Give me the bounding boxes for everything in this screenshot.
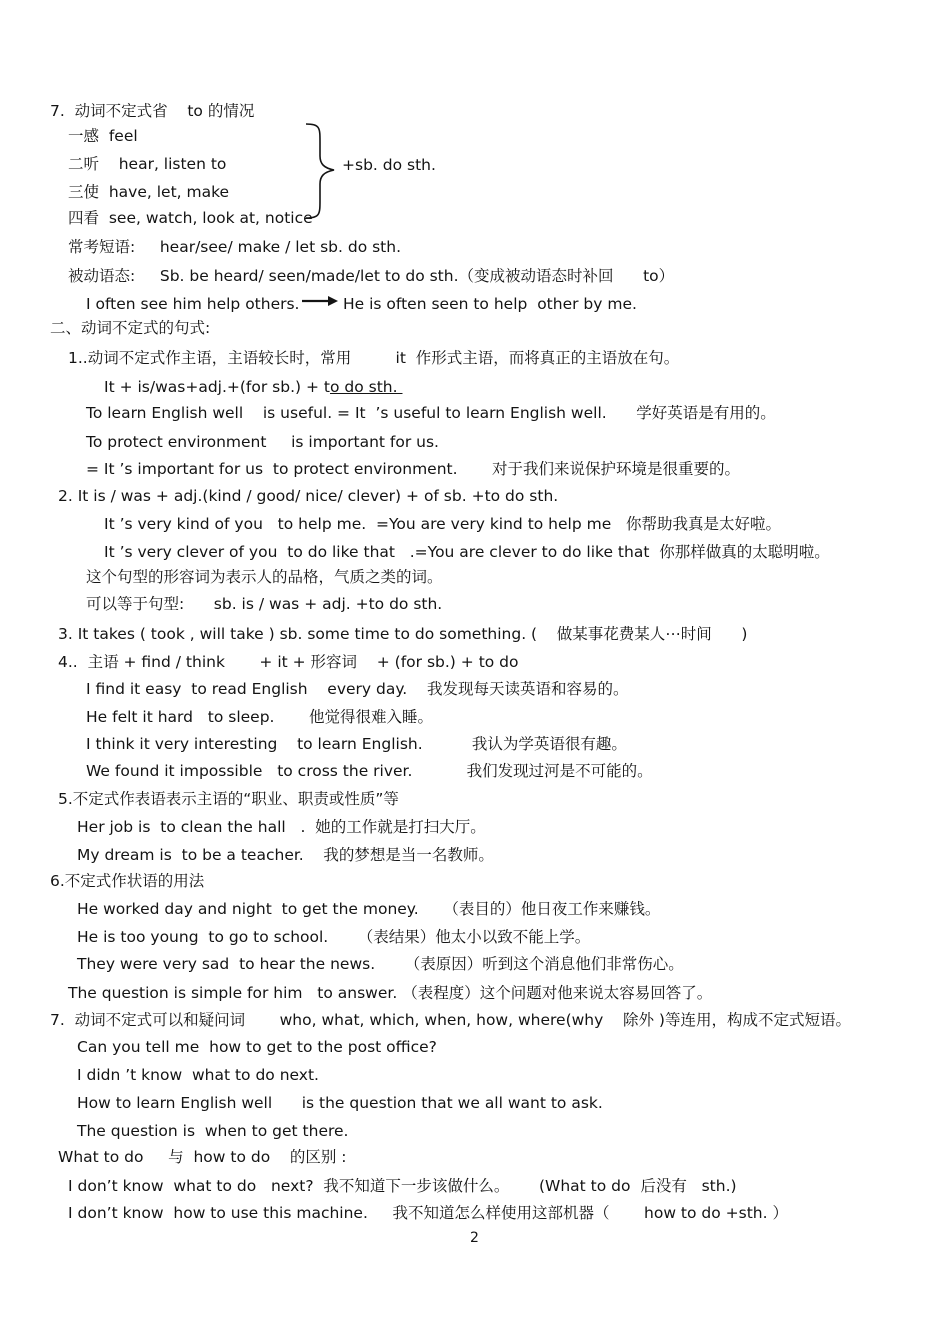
pattern-2-title: 2. It is / was + adj.(kind / good/ nice/ clever) + of sb. +to do sth. — [58, 487, 559, 505]
pattern-1-formula — [104, 377, 402, 397]
pattern-2-example-2: It ’s very clever of you to do like that .=You are clever to do like that 你那样做真的太聪明啦。 — [104, 543, 830, 561]
example-active-sentence: I often see him help others. — [86, 295, 300, 313]
pattern-2-example-1: It ’s very kind of you to help me. =You are very kind to help me 你帮助我真是太好啦。 — [104, 515, 782, 533]
pattern-4-example-1: I find it easy to read English every day. 我发现每天读英语和容易的。 — [86, 680, 629, 698]
pattern-1-example-1: To learn English well is useful. = It ’s useful to learn English well. 学好英语是有用的。 — [86, 404, 776, 422]
common-phrases-line: 常考短语: hear/see/ make / let sb. do sth. — [68, 238, 402, 256]
pattern-2-note-2: 可以等于句型: sb. is / was + adj. +to do sth. — [86, 595, 443, 613]
what-vs-how-heading: What to do 与 how to do 的区别 : — [58, 1148, 347, 1166]
verb-group-make: 三使 have, let, make — [68, 183, 230, 201]
formula-part-a: It + is/was+adj.+(for sb.) + t — [104, 378, 330, 396]
section-7-heading: 7. 动词不定式省 to 的情况 — [50, 102, 255, 120]
pattern-6-example-3: They were very sad to hear the news. （表原因）听到这个消息他们非常伤心。 — [77, 955, 684, 973]
passive-voice-line: 被动语态: Sb. be heard/ seen/made/let to do sth.（变成被动语态时补回 to） — [68, 267, 675, 285]
pattern-4-example-4: We found it impossible to cross the river. 我们发现过河是不可能的。 — [86, 762, 653, 780]
pattern-4-example-2: He felt it hard to sleep. 他觉得很难入睡。 — [86, 708, 433, 726]
pattern-1-example-2: To protect environment is important for us. — [86, 433, 439, 451]
pattern-6-example-4: The question is simple for him to answer. （表程度）这个问题对他来说太容易回答了。 — [68, 984, 713, 1002]
pattern-1-title: 1..动词不定式作主语，主语较长时，常用 it 作形式主语，而将真正的主语放在句。 — [68, 349, 680, 367]
pattern-4-example-3: I think it very interesting to learn English. 我认为学英语很有趣。 — [86, 735, 627, 753]
pattern-6-title: 6.不定式作状语的用法 — [50, 872, 205, 890]
pattern-5-title: 5.不定式作表语表示主语的“职业、职责或性质”等 — [58, 790, 399, 808]
page-number: 2 — [470, 1230, 479, 1246]
how-to-do-example: I don’t know how to use this machine. 我不知道怎么样使用这部机器（ how to do +sth. ） — [68, 1204, 788, 1222]
pattern-7-example-1: Can you tell me how to get to the post office? — [77, 1038, 437, 1056]
pattern-5-example-1: Her job is to clean the hall . 她的工作就是打扫大厅。 — [77, 818, 486, 836]
pattern-1-example-3: = It ’s important for us to protect environment. 对于我们来说保护环境是很重要的。 — [86, 460, 741, 478]
pattern-2-note-1: 这个句型的形容词为表示人的品格，气质之类的词。 — [86, 568, 443, 586]
pattern-sb-do-sth: +sb. do sth. — [342, 156, 436, 174]
pattern-7-example-3: How to learn English well is the question that we all want to ask. — [77, 1094, 603, 1112]
pattern-4-title: 4.. 主语 + find / think + it + 形容词 + (for sb.) + to do — [58, 653, 519, 671]
pattern-7-example-4: The question is when to get there. — [77, 1122, 349, 1140]
pattern-7-title: 7. 动词不定式可以和疑问词 who, what, which, when, how, where(why 除外 )等连用，构成不定式短语。 — [50, 1011, 851, 1029]
what-to-do-example: I don’t know what to do next? 我不知道下一步该做什么。 (What to do 后没有 sth.) — [68, 1177, 737, 1195]
pattern-6-example-2: He is too young to go to school. （表结果）他太小以致不能上学。 — [77, 928, 591, 946]
curly-brace-icon — [302, 122, 338, 222]
formula-part-b: o do sth. — [329, 378, 403, 396]
pattern-6-example-1: He worked day and night to get the money. （表目的）他日夜工作来赚钱。 — [77, 900, 661, 918]
pattern-7-example-2: I didn ’t know what to do next. — [77, 1066, 319, 1084]
example-passive-sentence: He is often seen to help other by me. — [343, 295, 637, 313]
verb-group-feel: 一感 feel — [68, 127, 138, 145]
pattern-3-title: 3. It takes ( took , will take ) sb. some time to do something. ( 做某事花费某人⋯时间 ) — [58, 625, 748, 643]
verb-group-see: 四看 see, watch, look at, notice — [68, 209, 313, 227]
patterns-heading: 二、动词不定式的句式: — [50, 319, 211, 337]
pattern-5-example-2: My dream is to be a teacher. 我的梦想是当一名教师。 — [77, 846, 494, 864]
verb-group-hear: 二听 hear, listen to — [68, 155, 227, 173]
right-arrow-icon — [300, 295, 340, 307]
